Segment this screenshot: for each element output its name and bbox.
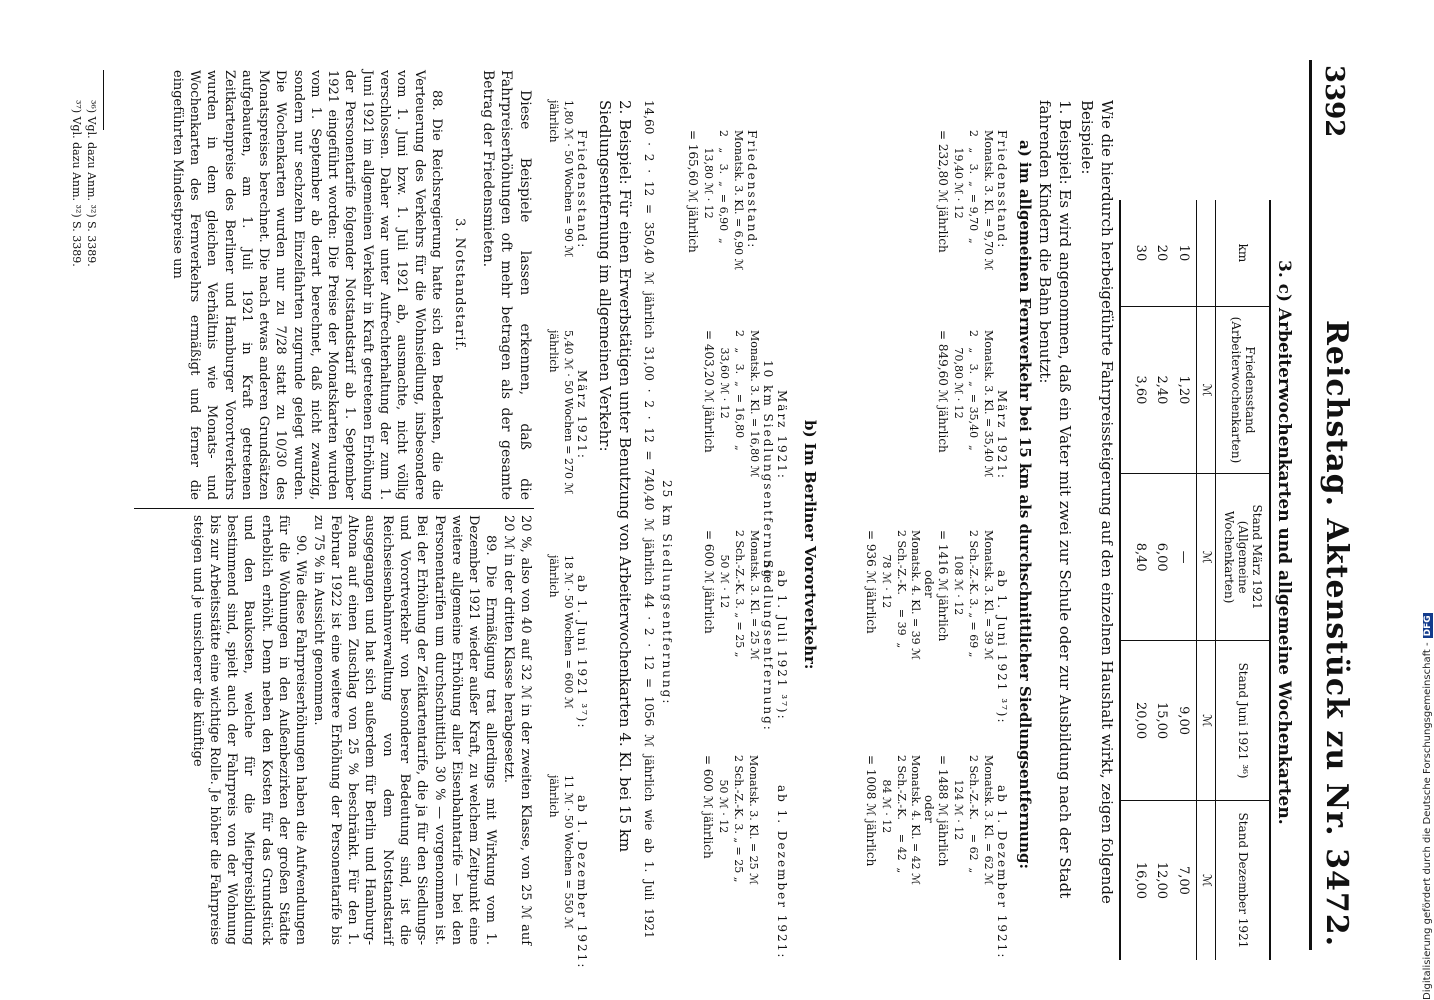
ex2-value: 11 ℳ · 50 Wochen = 550 ℳ jährlich	[547, 775, 575, 929]
ex2-label: ab 1. Dezember 1921:	[575, 795, 589, 970]
calc-total: = 403,20 ℳ jährlich	[702, 330, 717, 453]
conclusion-paragraph: Diese Beispiele lassen erkennen, daß die Fahrpreiserhöhungen oft mehr betragen als der gesamte Betrag der Friedensmieten.	[479, 70, 533, 500]
calc-label: Friedensstand:	[745, 130, 759, 250]
calc-sub: Siedlungsentfernung:	[761, 560, 775, 732]
calc-label: Friedensstand:	[995, 130, 1009, 250]
footnote-37: ³⁷) Vgl. dazu Anm. ³²) S. 3389.	[69, 100, 83, 267]
calc-a-june	[864, 530, 1009, 725]
calc-total: = 165,60 ℳ jährlich	[686, 130, 701, 253]
right-column	[188, 515, 534, 945]
dfg-logo: DFG	[1423, 615, 1433, 637]
table-cell: 10	[1175, 244, 1191, 262]
table-caption: 3. c) Arbeiterwochenkarten und allgemeine Wochenkarten.	[1274, 260, 1294, 825]
ex2-june	[545, 555, 589, 735]
ex2-march	[545, 330, 589, 510]
table-row	[1153, 200, 1175, 960]
table-unit-cell: ℳ	[1196, 641, 1215, 801]
calc-lines: Monatsk. 3. Kl. = 9,70 ℳ 2 „ 3. „ = 9,70 „ 19,40 ℳ · 12	[952, 130, 995, 271]
calc-b-peace	[686, 130, 789, 270]
calc-total: = 1488 ℳ jährlich	[936, 755, 951, 867]
table-header-cell: Stand Juni 1921 ³⁶)	[1215, 641, 1270, 801]
table-cell: 12,00	[1153, 800, 1175, 960]
calc-lines: Monatsk. 3. Kl. = 25 ℳ 2 Sch.-Z.-K. 3. „ = 25 „ 50 ℳ · 12	[718, 530, 761, 660]
calc-b25-label: 25 km Siedlungsentfernung:	[660, 480, 674, 706]
example-1-paragraph: 1. Beispiel: Es wird angenommen, daß ein Vater mit zwei zur Schule oder zur Ausbildung nach der Stadt fahrenden Kindern die Bahn benutzt:	[1036, 100, 1074, 899]
table-cell: 9,00	[1174, 641, 1196, 801]
paragraph-89: 89. Die Ermäßigung trat allerdings mit Wirkung vom 1. Dezember 1921 wieder außer Kraft, zu welchem Zeitpunkt eine weitere allgemeine Erhöhung aller Eisenbahntarife — bei den Personentarifen um durchschnittlich 30 % — vorgenommen ist. Bei der Erhöhung der Zeitkartentarife, die ja für den Siedlungs- und Vorortverkehr von besonderer Bedeutung sind, ist die Reichseisenbahnverwaltung von dem Notstandstarif ausgegangen und hat sich außerdem für Berlin und Hamburg-Altona auf einen Zuschlag von 25 % beschränkt. Für den 1. Februar 1922 ist eine weitere Erhöhung der Personentarife bis zu 75 % in Aussicht genommen.	[310, 515, 499, 945]
calc-lines: Monatsk. 3. Kl. = 16,80 ℳ 2 „ 3. „ = 16,80 „ 33,60 ℳ · 12	[718, 330, 761, 478]
table-cell: 20,00	[1120, 641, 1153, 801]
ex2-value: 5,40 ℳ · 50 Wochen = 270 ℳ jährlich	[547, 330, 575, 495]
calc-sub: 10 km Siedlungsentfernung:	[761, 360, 775, 586]
header-rule	[1309, 60, 1312, 950]
digitization-credit	[1422, 613, 1433, 1000]
table-row	[1174, 200, 1196, 960]
ex2-dec	[545, 775, 589, 970]
calc-alt: oder	[922, 795, 937, 823]
page-number: 3392	[1319, 65, 1349, 138]
calc-total-alt: = 1008 ℳ jährlich	[863, 755, 878, 867]
calc-total: = 600 ℳ jährlich	[701, 755, 716, 859]
calc-b-dec	[701, 755, 789, 959]
footnote-36: ³⁶) Vgl. dazu Anm. ³²) S. 3389.	[85, 100, 98, 267]
calc-lines: Monatsk. 3. Kl. = 39 ℳ 2 Sch.-Z.-K. 3. „ = 69 „ 108 ℳ · 12	[952, 530, 995, 660]
ex2-label: Friedensstand:	[575, 130, 589, 250]
table-cell: 2,40	[1153, 306, 1175, 473]
ex2-peace	[545, 100, 589, 280]
table-cell: 15,00	[1153, 641, 1175, 801]
section-b-heading: b) Im Berliner Vorortverkehr:	[801, 420, 819, 670]
table-unit-cell: ℳ	[1196, 474, 1215, 641]
table-header-cell: Friedensstand (Arbeiterwochenkarten)	[1215, 306, 1270, 473]
calc-b-june	[702, 530, 789, 732]
fare-table	[1119, 200, 1271, 960]
example-2-paragraph: 2. Beispiel: Für einen Erwerbstätigen unter Benutzung von Arbeiterwochenkarten 4. Kl. bei 15 km Siedlungsentfernung im allgemeinen Verkehr:	[596, 100, 634, 853]
calc-alt: oder	[922, 570, 937, 598]
section-3-heading: 3. Notstandstarif.	[452, 218, 468, 352]
calc-lines-alt: Monatsk. 4. Kl. = 42 ℳ 2 Sch.-Z.-K. = 42 „ 84 ℳ · 12	[879, 755, 923, 885]
calc-total: = 1416 ℳ jährlich	[936, 530, 951, 642]
credit-text: Digitalisierung gefördert durch die Deutsche Forschungsgemeinschaft -	[1422, 642, 1433, 1000]
calc-lines: Monatsk. 3. Kl. = 62 ℳ 2 Sch.-Z.-K. = 62 „ 124 ℳ · 12	[952, 755, 995, 885]
calc-a-march	[936, 330, 1009, 480]
table-cell: 20	[1154, 244, 1170, 262]
footnotes	[68, 100, 99, 267]
calc-a-dec	[864, 755, 1009, 959]
table-cell: 6,00	[1153, 474, 1175, 641]
table-header-cell: Stand Dezember 1921	[1215, 800, 1270, 960]
table-unit-row	[1196, 200, 1215, 960]
page-title: Reichstag. Aktenstück zu Nr. 3472.	[1319, 320, 1354, 948]
calc-total: = 600 ℳ jährlich	[702, 530, 717, 634]
paragraph-90: 90. Wie diese Fahrpreiserhöhungen haben die Aufwendungen für die Wohnungen in den Außenbezirken der großen Städte erheblich erhöht. Denn neben den Kosten für das Grundstück und den Baukosten, welche für die Mietpreisbildung bestimmend sind, spielt auch der Fahrpreis von der Wohnung bis zur Arbeitsstätte eine wichtige Rolle. Je höher die Fahrpreise steigen und je unsicherer die künftige	[189, 515, 309, 945]
calc-lines: Monatsk. 3. Kl. = 6,90 ℳ 2 „ 3. „ = 6,90 „ 13,80 ℳ · 12	[702, 130, 745, 271]
ex2-label: März 1921:	[575, 370, 589, 460]
calc-label: ab 1. Juli 1921 ³⁷):	[775, 570, 789, 721]
table-unit-cell: ℳ	[1196, 800, 1215, 960]
calc-total: = 849,60 ℳ jährlich	[936, 330, 951, 453]
calc-lines: Monatsk. 3. Kl. = 35,40 ℳ 2 „ 3. „ = 35,40 „ 70,80 ℳ · 12	[952, 330, 995, 478]
table-unit-cell	[1196, 200, 1215, 306]
calc-label: März 1921:	[995, 390, 1009, 480]
paragraph-88: 88. Die Reichsregierung hatte sich den Bedenken, die die Verteuerung des Verkehrs für die Wohnsiedlung, insbesondere vom 1. Juni bzw. 1. Juli 1921 ab, ausmachte, nicht völlig verschlossen. Daher war unter Aufrechterhaltung der zum 1. Juni 1921 im allgemeinen Verkehr in Kraft getretenen Erhöhung der Personentarife folgender Notstandstarif ab 1. September 1921 eingeführt worden: Die Preise der Monatskarten wurden vom 1. September ab derart berechnet, daß nicht zwanzig, sondern nur sechzehn Einzelfahrten zugrunde gelegt wurden. Die Wochenkarten wurden nur zu 7/28 statt zu 10/30 des Monatspreises berechnet. Die nach etwas anderen Grundsätzen aufgebauten, am 1. Juli 1921 in Kraft getretenen Zeitkartenpreise des Berliner und Hamburger Vorortverkehrs wurden in dem gleichen Verhältnis wie Monats- und Wochenkarten des Fernverkehrs ermäßigt und ferner die eingeführten Mindestpreise um	[169, 70, 444, 500]
table-row	[1120, 200, 1153, 960]
calc-lines: Monatsk. 3. Kl. = 25 ℳ 2 Sch.-Z.-K. 3. „ = 25 „ 50 ℳ · 12	[717, 755, 760, 885]
table-cell: 3,60	[1120, 306, 1153, 473]
calc-total: = 232,80 ℳ jährlich	[936, 130, 951, 253]
calc-label: ab 1. Juni 1921 ³⁷):	[995, 570, 1009, 725]
table-cell: 8,40	[1120, 474, 1153, 641]
intro-paragraph: Wie die hierdurch herbeigeführte Fahrpreissteigerung auf den einzelnen Haushalt wirkt, zeigen folgende Beispiele:	[1078, 100, 1116, 904]
footnote-rule	[103, 70, 104, 130]
calc-b25-line: 14,60 · 2 · 12 = 350,40 ℳ jährlich 31,00 · 2 · 12 = 740,40 ℳ jährlich 44 · 2 · 12 = 1056 ℳ jährlich wie ab 1. Juli 1921	[642, 100, 656, 939]
table-header-cell: km	[1215, 200, 1270, 306]
paragraph-continued: 20 %, also von 40 auf 32 ℳ in der zweiten Klasse, von 25 ℳ auf 20 ℳ in der dritten Klasse herabgesetzt.	[500, 515, 533, 945]
calc-label: ab 1. Dezember 1921:	[775, 785, 789, 960]
calc-label: März 1921:	[775, 390, 789, 480]
table-cell: 1,20	[1174, 306, 1196, 473]
column-divider	[134, 508, 534, 509]
table-header-row	[1215, 200, 1270, 960]
table-cell: 30	[1132, 244, 1148, 262]
table-header-cell: Stand März 1921 (Allgemeine Wochenkarten)	[1215, 474, 1270, 641]
calc-a-peace	[936, 130, 1009, 270]
calc-total-alt: = 936 ℳ jährlich	[863, 530, 878, 634]
table-cell: 16,00	[1120, 800, 1153, 960]
calc-label: ab 1. Dezember 1921:	[995, 785, 1009, 960]
left-column	[168, 70, 534, 500]
ex2-label: ab 1. Juni 1921 ³⁷):	[575, 575, 589, 730]
ex2-value: 1,80 ℳ · 50 Wochen = 90 ℳ jährlich	[547, 100, 575, 258]
calc-lines-alt: Monatsk. 4. Kl. = 39 ℳ 2 Sch.-Z.-K. = 39 „ 78 ℳ · 12	[879, 530, 923, 660]
table-cell: —	[1174, 474, 1196, 641]
section-a-heading: a) im allgemeinen Fernverkehr bei 15 km als durchschnittlicher Siedlungsentfernung:	[1016, 140, 1034, 870]
table-cell: 7,00	[1174, 800, 1196, 960]
ex2-value: 18 ℳ · 50 Wochen = 600 ℳ jährlich	[547, 555, 575, 709]
table-unit-cell: ℳ	[1196, 306, 1215, 473]
